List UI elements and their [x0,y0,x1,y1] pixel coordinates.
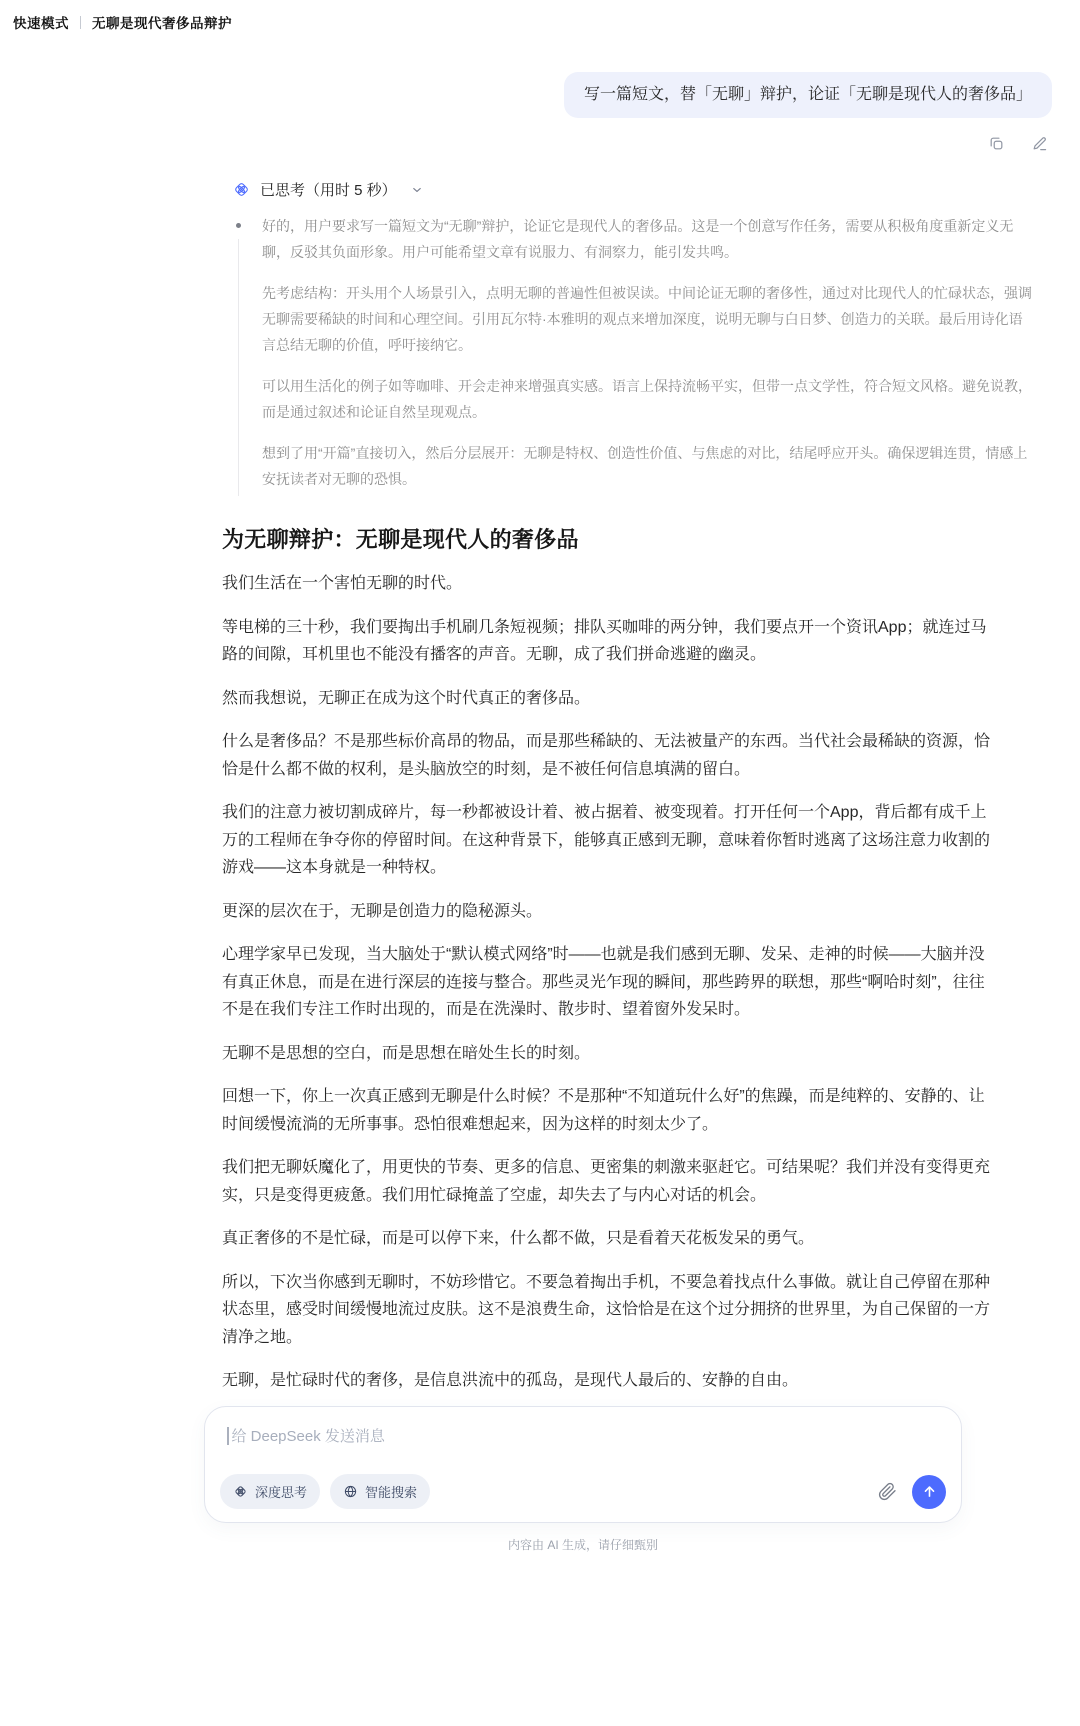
answer-paragraph: 什么是奢侈品？不是那些标价高昂的物品，而是那些稀缺的、无法被量产的东西。当代社会最稀缺的资源，恰恰是什么都不做的权利，是头脑放空的时刻，是不被任何信息填满的留白。 [222,733,991,778]
chevron-down-icon [410,183,424,197]
bullet-dot [236,223,241,228]
thinking-paragraph: 想到了用“开篇”直接切入，然后分层展开：无聊是特权、创造性价值、与焦虑的对比，结尾呼应开头。确保逻辑连贯，情感上安抚读者对无聊的恐惧。 [262,445,1028,487]
attach-file-button[interactable] [878,1482,897,1501]
thinking-paragraph: 好的，用户要求写一篇短文为“无聊”辩护，论证它是现代人的奢侈品。这是一个创意写作任务，需要从积极角度重新定义无聊，反驳其负面形象。用户可能希望文章有说服力、有洞察力，能引发共鸣。 [262,218,1014,260]
thinking-guide-line [238,239,239,496]
answer-paragraph: 我们的注意力被切割成碎片，每一秒都被设计着、被占据着、被变现着。打开任何一个App，背后都有成千上万的工程师在争夺你的停留时间。在这种背景下，能够真正感到无聊，意味着你暂时逃离了这场注意力收割的游戏——这本身就是一种特权。 [222,804,991,876]
thinking-paragraph: 可以用生活化的例子如等咖啡、开会走神来增强真实感。语言上保持流畅平实，但带一点文学性，符合短文风格。避免说教，而是通过叙述和论证自然呈现观点。 [262,378,1032,420]
user-message-toolbar [222,135,1052,152]
answer-paragraph: 等电梯的三十秒，我们要掏出手机刷几条短视频；排队买咖啡的两分钟，我们要点开一个资讯App；就连过马路的间隙，耳机里也不能没有播客的声音。无聊，成了我们拼命逃避的幽灵。 [222,618,987,663]
composer-toolbar [220,1474,946,1509]
deepseek-atom-icon [233,1484,248,1499]
answer-paragraph: 我们生活在一个害怕无聊的时代。 [222,575,463,592]
globe-icon [343,1484,358,1499]
answer-paragraph: 心理学家早已发现，当大脑处于“默认模式网络”时——也就是我们感到无聊、发呆、走神的时候——大脑并没有真正休息，而是在进行深层的连接与整合。那些灵光乍现的瞬间，那些跨界的联想，那些“啊哈时刻”，往往不是在我们专注工作时出现的，而是在洗澡时、散步时、望着窗外发呆时。 [222,946,985,1018]
deep-think-label: 深度思考 [255,1485,308,1500]
edit-message-button[interactable] [1031,135,1048,152]
web-search-label: 智能搜索 [365,1485,418,1500]
deep-think-toggle[interactable] [220,1474,320,1509]
copy-message-button[interactable] [988,135,1005,152]
topbar [13,12,232,32]
copy-icon [988,135,1005,152]
conversation-title: 无聊是现代奢侈品辩护 [92,16,232,31]
send-button[interactable] [912,1475,946,1509]
answer-paragraph: 更深的层次在于，无聊是创造力的隐秘源头。 [222,902,543,920]
answer-paragraph: 无聊，是忙碌时代的奢侈，是信息洪流中的孤岛，是现代人最后的、安静的自由。 [222,1372,799,1389]
answer-body [222,570,1052,1395]
message-input[interactable] [220,1422,946,1474]
ai-disclaimer: 内容由 AI 生成，请仔细甄别 [507,1538,658,1552]
composer-actions [878,1475,946,1509]
user-message-row [222,72,1052,118]
answer-paragraph: 然而我想说，无聊正在成为这个时代真正的奢侈品。 [222,689,591,707]
answer-paragraph: 真正奢侈的不是忙碌，而是可以停下来，什么都不做，只是看着天花板发呆的勇气。 [222,1230,815,1247]
thinking-toggle[interactable] [232,179,424,200]
input-placeholder: 给 DeepSeek 发送消息 [231,1428,385,1445]
answer-paragraph: 我们把无聊妖魔化了，用更快的节奏、更多的信息、更密集的刺激来驱赶它。可结果呢？我们并没有变得更充实，只是变得更疲惫。我们用忙碌掩盖了空虚，却失去了与内心对话的机会。 [222,1159,991,1204]
text-caret [227,1427,229,1445]
thinking-content [262,213,1036,496]
topbar-divider [80,16,81,29]
chat-area [222,72,1052,1438]
deepseek-atom-icon [232,180,251,199]
answer-paragraph: 无聊不是思想的空白，而是思想在暗处生长的时刻。 [222,1044,591,1062]
mode-label[interactable]: 快速模式 [13,16,69,31]
composer-area [204,1406,962,1553]
paperclip-icon [878,1482,897,1501]
thinking-block [234,213,1052,496]
answer-paragraph: 回想一下，你上一次真正感到无聊是什么时候？不是那种“不知道玩什么好”的焦躁，而是纯粹的、安静的、让时间缓慢流淌的无所事事。恐怕很难想起来，因为这样的时刻太少了。 [222,1088,985,1133]
edit-icon [1031,135,1048,152]
answer-paragraph: 所以，下次当你感到无聊时，不妨珍惜它。不要急着掏出手机，不要急着找点什么事做。就让自己停留在那种状态里，感受时间缓慢地流过皮肤。这不是浪费生命，这恰恰是在这个过分拥挤的世界里，为自己保留的一方清净之地。 [222,1273,991,1346]
web-search-toggle[interactable] [330,1474,430,1509]
answer-heading: 为无聊辩护：无聊是现代人的奢侈品 [222,527,579,552]
arrow-up-icon [921,1483,938,1500]
thinking-paragraph: 先考虑结构：开头用个人场景引入，点明无聊的普遍性但被误读。中间论证无聊的奢侈性，通过对比现代人的忙碌状态，强调无聊需要稀缺的时间和心理空间。引用瓦尔特·本雅明的观点来增加深度，说明无聊与白日梦、创造力的关联。最后用诗化语言总结无聊的价值，呼吁接纳它。 [262,285,1032,353]
user-message-bubble: 写一篇短文，替「无聊」辩护，论证「无聊是现代人的奢侈品」 [564,72,1052,118]
composer-modes [220,1474,430,1509]
thinking-rail [234,213,262,496]
composer [204,1406,962,1523]
thinking-header-label: 已思考（用时 5 秒） [260,182,397,199]
